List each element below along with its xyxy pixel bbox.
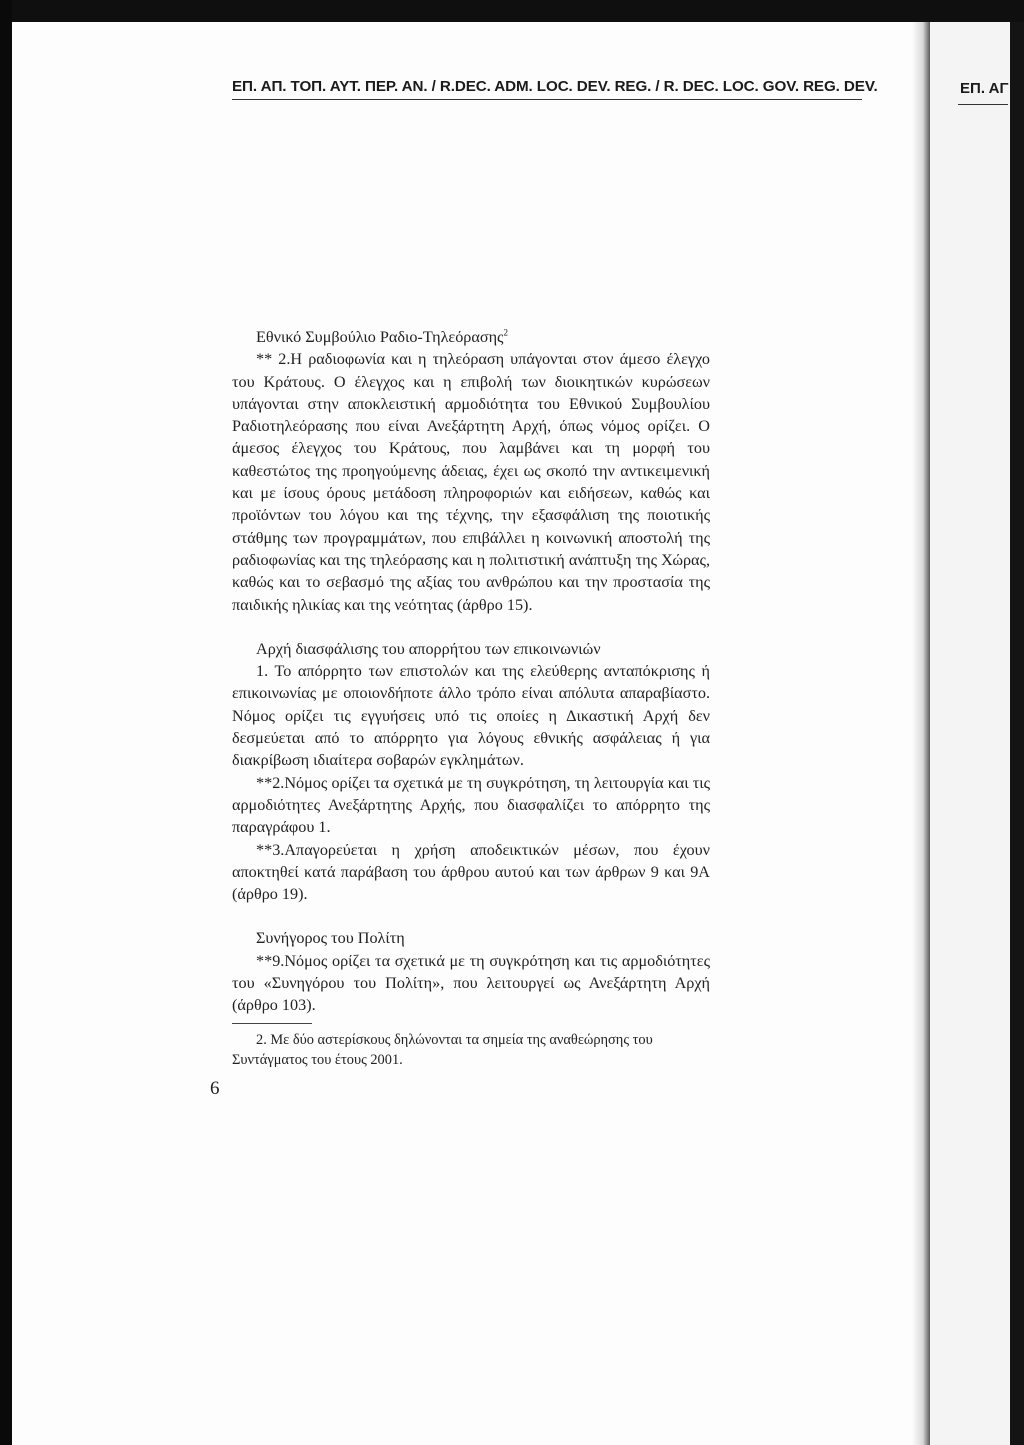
- section-heading: Εθνικό Συμβούλιο Ραδιο-Τηλεόρασης$^2$: [256, 327, 508, 346]
- section-heading: Αρχή διασφάλισης του απορρήτου των επικοινωνιών: [256, 639, 601, 658]
- scan-right-border: [1010, 22, 1024, 1445]
- paragraph: ** 2.Η ραδιοφωνία και η τηλεόραση υπάγονται στον άμεσο έλεγχο του Κράτους. Ο έλεγχος και η επιβολή των διοικητικών κυρώσεων υπάγονται στην αποκλειστική αρμοδιότητα του Εθνικού Συμβουλίου Ραδιοτηλεόρασης που είναι Ανεξάρτητη Αρχή, όπως νόμος ορίζει. Ο άμεσος έλεγχος του Κράτους, που λαμβάνει και τη μορφή του καθεστώτος της προηγούμενης άδειας, έχει ως σκοπό την αντικειμενική και με ίσους όρους μετάδοση πληροφοριών και ειδήσεων, καθώς και προϊόντων του λόγου και της τέχνης, την εξασφάλιση της ποιοτικής στάθμης των προγραμμάτων, που επιβάλλει η κοινωνική αποστολή της ραδιοφωνίας και της τηλεόρασης και η πολιτιστική ανάπτυξη της Χώρας, καθώς και το σεβασμό της αξίας του ανθρώπου και την προστασία της παιδικής ηλικίας και της νεότητας (άρθρο 15).: [232, 350, 710, 614]
- footnote-rule: [232, 1023, 312, 1024]
- book-gutter: [912, 22, 930, 1445]
- paragraph: 1. Το απόρρητο των επιστολών και της ελεύθερης ανταπόκρισης ή επικοινωνίας με οποιονδήποτε άλλο τρόπο είναι απόλυτα απαραβίαστο. Νόμος ορίζει τις εγγυήσεις υπό τις οποίες η Δικαστική Αρχή δεν δεσμεύεται από το απόρρητο για λόγους εθνικής ασφάλειας ή για διακρίβωση ιδιαίτερα σοβαρών εγκλημάτων.: [232, 662, 710, 770]
- body-text: [232, 326, 710, 1017]
- paragraph: **2.Νόμος ορίζει τα σχετικά με τη συγκρότηση, τη λειτουργία και τις αρμοδιότητες Ανεξάρτητης Αρχής, που διασφαλίζει το απόρρητο της παραγράφου 1.: [232, 773, 710, 837]
- header-rule: [232, 99, 862, 100]
- facing-header-rule: [958, 104, 1008, 105]
- section-heading: Συνήγορος του Πολίτη: [256, 929, 405, 948]
- facing-page-header: ΕΠ. ΑΓ: [960, 80, 1009, 97]
- page-number: 6: [210, 1078, 220, 1099]
- footnote-mark: 2: [503, 327, 508, 338]
- paragraph: **3.Απαγορεύεται η χρήση αποδεικτικών μέσων, που έχουν αποκτηθεί κατά παράβαση του άρθρου αυτού και των άρθρων 9 και 9Α (άρθρο 19).: [232, 840, 710, 904]
- footnote: 2. Με δύο αστερίσκους δηλώνονται τα σημεία της αναθεώρησης του Συντάγματος του έτους 2001.: [232, 1032, 653, 1068]
- scan-top-border: [12, 0, 1024, 22]
- scan-left-border: [0, 0, 12, 1445]
- facing-page: [930, 22, 1010, 1445]
- running-header: ΕΠ. ΑΠ. ΤΟΠ. ΑΥΤ. ΠΕΡ. ΑΝ. / R.DEC. ADM. LOC. DEV. REG. / R. DEC. LOC. GOV. REG. DEV.: [232, 78, 878, 95]
- paragraph: **9.Νόμος ορίζει τα σχετικά με τη συγκρότηση και τις αρμοδιότητες του «Συνηγόρου του Πολίτη», που λειτουργεί ως Ανεξάρτητη Αρχή (άρθρο 103).: [232, 951, 710, 1015]
